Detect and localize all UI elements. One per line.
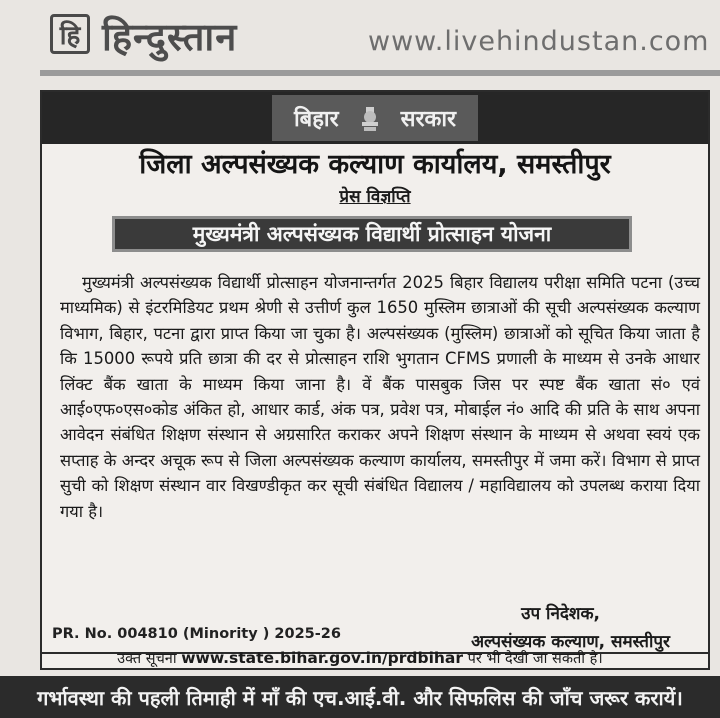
government-header (42, 92, 708, 144)
scheme-title: मुख्यमंत्री अल्पसंख्यक विद्यार्थी प्रोत्साहन योजना (112, 216, 632, 252)
newspaper-url: www.livehindustan.com (368, 26, 710, 57)
pr-number: PR. No. 004810 (Minority ) 2025-26 (52, 626, 341, 642)
newspaper-logo-icon: हि (50, 14, 90, 54)
website-prefix: उक्त सूचना (117, 651, 177, 667)
notice-body (60, 270, 700, 524)
office-title: जिला अल्पसंख्यक कल्याण कार्यालय, समस्तीपुर (139, 149, 611, 180)
website-suffix: पर भी देखी जा सकती है। (467, 651, 603, 667)
notice-paragraph: मुख्यमंत्री अल्पसंख्यक विद्यार्थी प्रोत्साहन योजनान्तर्गत 2025 बिहार विद्यालय परीक्षा समिति पटना (उच्च माध्यमिक) से इंटरमिडियट प्रथम श्रेणी से उत्तीर्ण कुल 1650 मुस्लिम छात्राओं की सूची अल्पसंख्यक कल्याण विभाग, बिहार, पटना द्वारा प्राप्त किया जा चुका है। अल्पसंख्यक (मुस्लिम) छात्राओं को सूचित किया जाता है कि 15000 रूपये प्रति छात्रा की दर से प्रोत्साहन राशि भुगतान CFMS प्रणाली के माध्यम से उनके आधार लिंक्ट बैंक खाता के माध्यम किया जाना है। वें बैंक पासबुक जिस पर स्पष्ट बैंक खाता सं० एवं आई०एफ०एस०कोड अंकित हो, आधार कार्ड, अंक पत्र, प्रवेश पत्र, मोबाईल नं० आदि की प्रति के साथ अपना आवेदन संबंधित शिक्षण संस्थान से अग्रसारित कराकर अपने शिक्षण संस्थान के माध्यम से अथवा स्वयं एक सप्ताह के अन्दर अचूक रूप से जिला अल्पसंख्यक कल्याण कार्यालय, समस्तीपुर में जमा करें। विभाग से प्राप्त सुची को शिक्षण संस्थान वार विखण्डीकृत कर सूची संबंधित विद्यालय / महाविद्यालय को उपलब्ध कराया दिया गया है। (60, 273, 700, 521)
signer-title: उप निदेशक, (521, 604, 600, 624)
website-link[interactable]: www.state.bihar.gov.in/prdbihar (181, 649, 464, 667)
signer-office: अल्पसंख्यक कल्याण, समस्तीपुर (471, 632, 670, 652)
gov-label-left: बिहार (293, 107, 339, 132)
press-release-label: प्रेस विज्ञप्ति (339, 187, 411, 207)
newspaper-masthead (40, 4, 720, 68)
website-reference (40, 648, 680, 668)
government-notice (40, 90, 710, 670)
government-label (272, 95, 478, 141)
masthead-divider (40, 70, 720, 76)
newspaper-name: हिन्दुस्तान (102, 15, 238, 59)
gov-label-right: सरकार (400, 107, 457, 132)
state-emblem-icon (355, 103, 385, 133)
health-advisory-band: गर्भावस्था की पहली तिमाही में माँ की एच.आई.वी. और सिफलिस की जाँच जरूर करायें। (0, 676, 720, 718)
